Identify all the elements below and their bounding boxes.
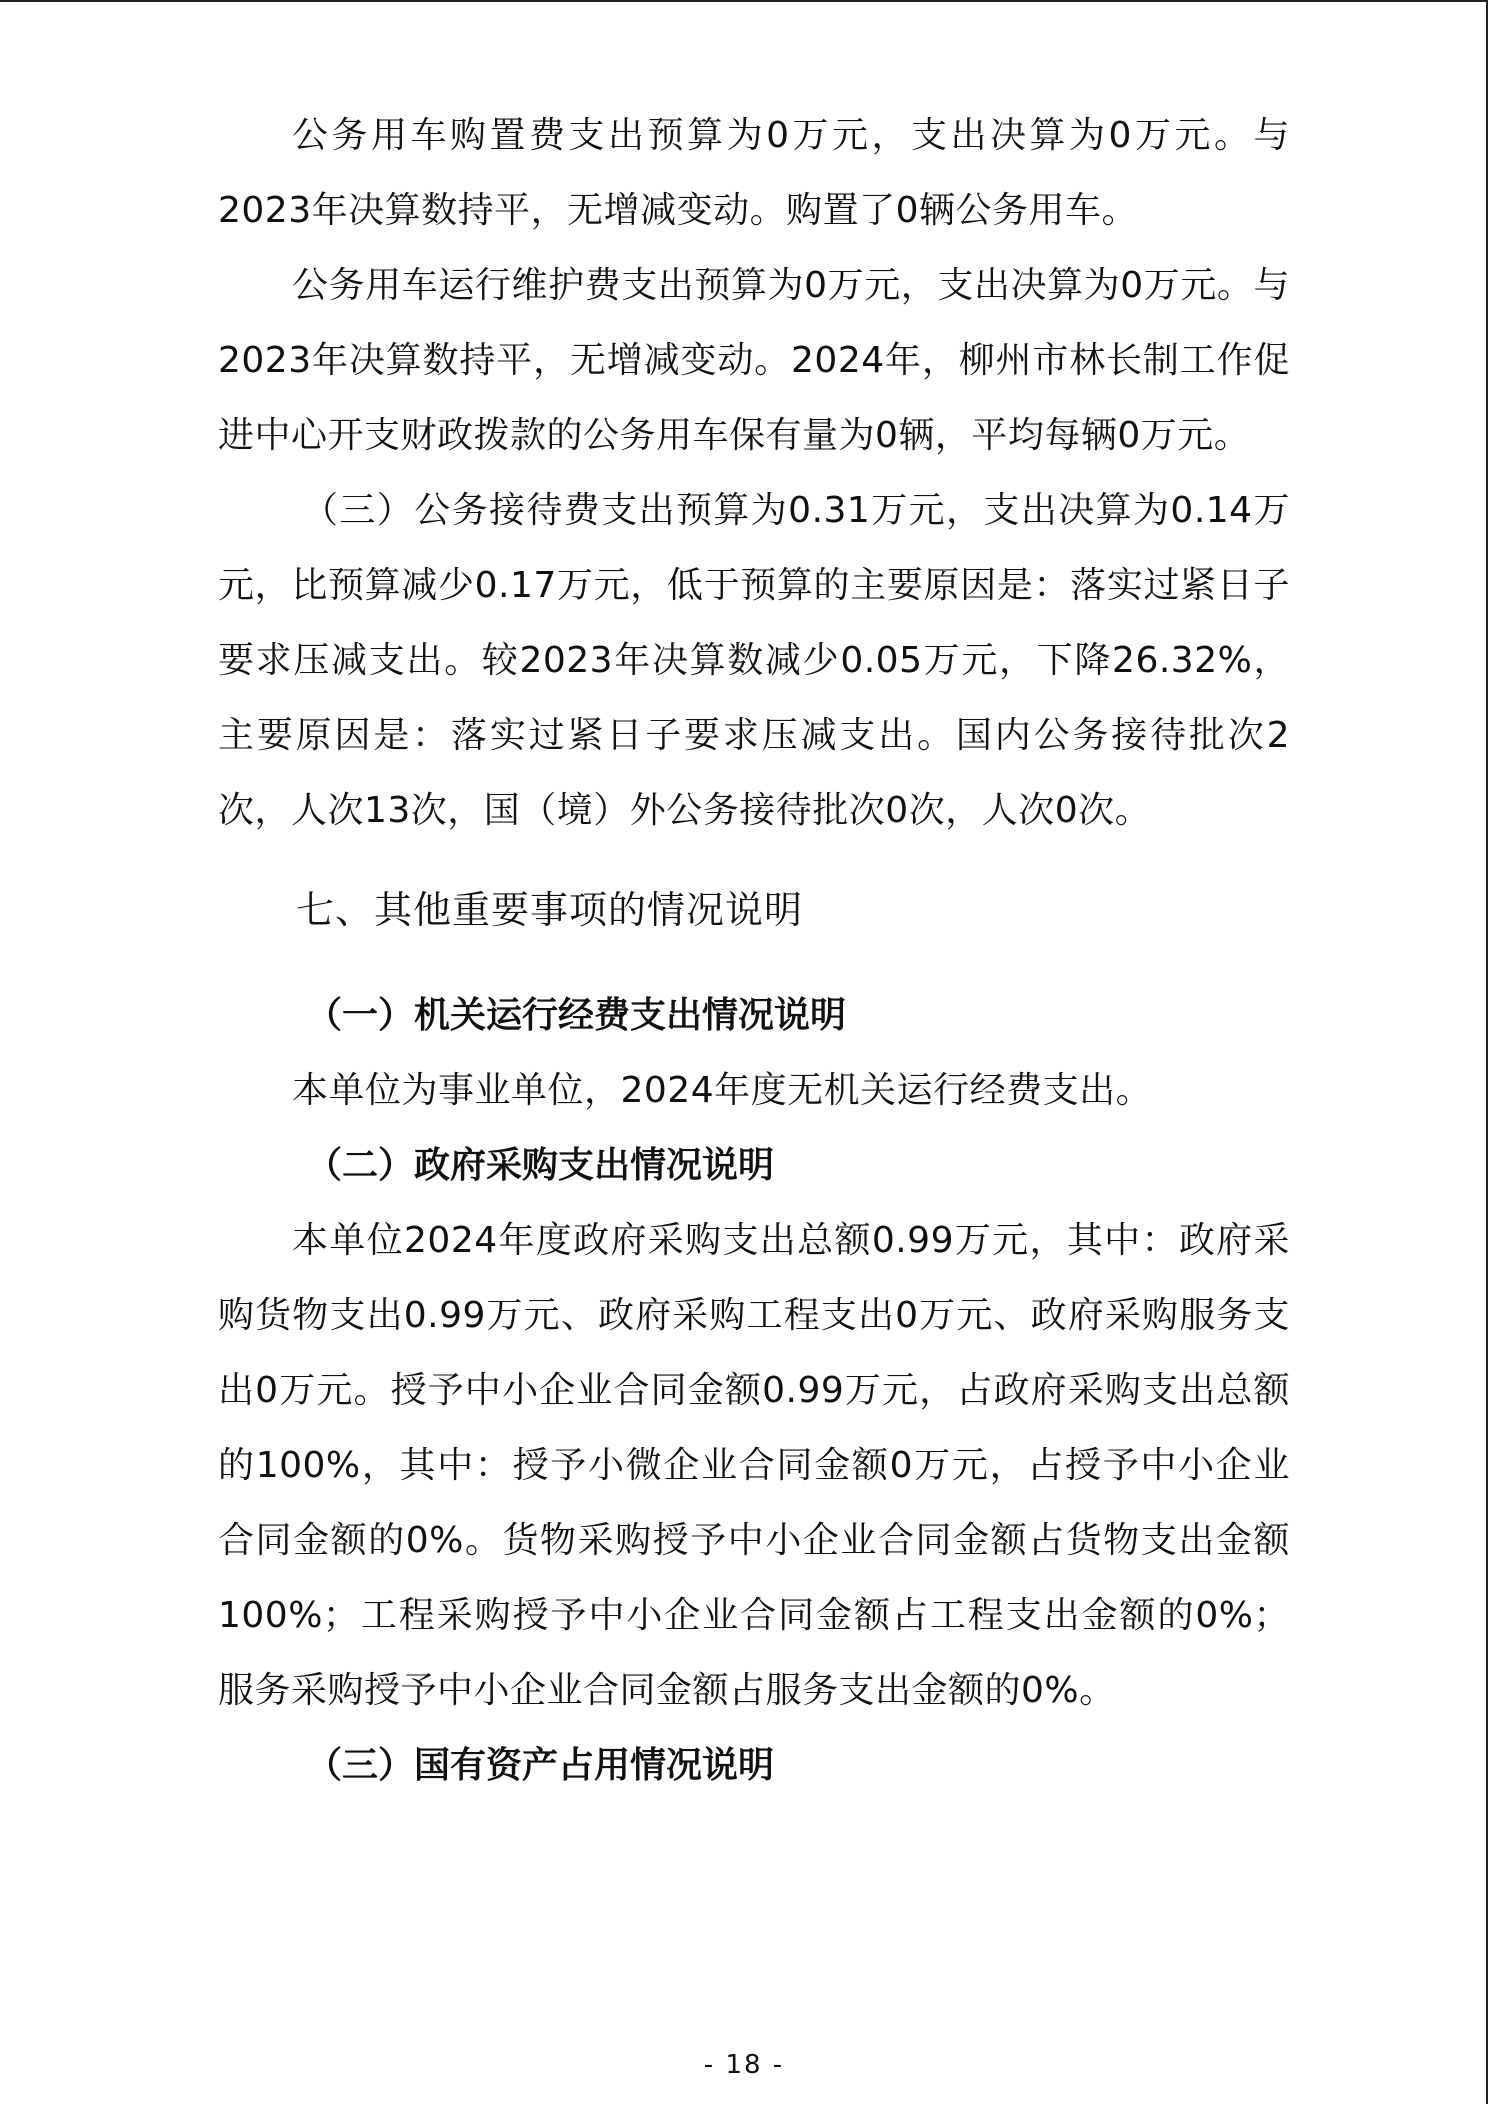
page-number: - 18 - [703, 2050, 785, 2080]
subsection-title-operation-cost: （一）机关运行经费支出情况说明 [306, 995, 847, 1036]
subsection-title-state-assets: （三）国有资产占用情况说明 [306, 1745, 775, 1786]
page-content [218, 98, 1290, 1803]
subsection-title-procurement: （二）政府采购支出情况说明 [306, 1145, 775, 1186]
paragraph-vehicle-purchase: 公务用车购置费支出预算为0万元，支出决算为0万元。与2023年决算数持平，无增减变动。购置了0辆公务用车。 [218, 115, 1290, 231]
paragraph-vehicle-maintenance: 公务用车运行维护费支出预算为0万元，支出决算为0万元。与2023年决算数持平，无增减变动。2024年，柳州市林长制工作促进中心开支财政拨款的公务用车保有量为0辆，平均每辆0万元。 [218, 265, 1290, 456]
section-title-other-matters: 七、其他重要事项的情况说明 [296, 888, 804, 932]
paragraph-operation-cost: 本单位为事业单位，2024年度无机关运行经费支出。 [292, 1070, 1153, 1111]
paragraph-reception-expense: （三）公务接待费支出预算为0.31万元，支出决算为0.14万元，比预算减少0.17万元，低于预算的主要原因是：落实过紧日子要求压减支出。较2023年决算数减少0.05万元，下降26.32%，主要原因是：落实过紧日子要求压减支出。国内公务接待批次2次，人次13次，国（境）外公务接待批次0次，人次0次。 [218, 490, 1290, 831]
paragraph-procurement: 本单位2024年度政府采购支出总额0.99万元，其中：政府采购货物支出0.99万元、政府采购工程支出0万元、政府采购服务支出0万元。授予中小企业合同金额0.99万元，占政府采购支出总额的100%，其中：授予小微企业合同金额0万元，占授予中小企业合同金额的0%。货物采购授予中小企业合同金额占货物支出金额100%；工程采购授予中小企业合同金额占工程支出金额的0%；服务采购授予中小企业合同金额占服务支出金额的0%。 [218, 1220, 1290, 1711]
